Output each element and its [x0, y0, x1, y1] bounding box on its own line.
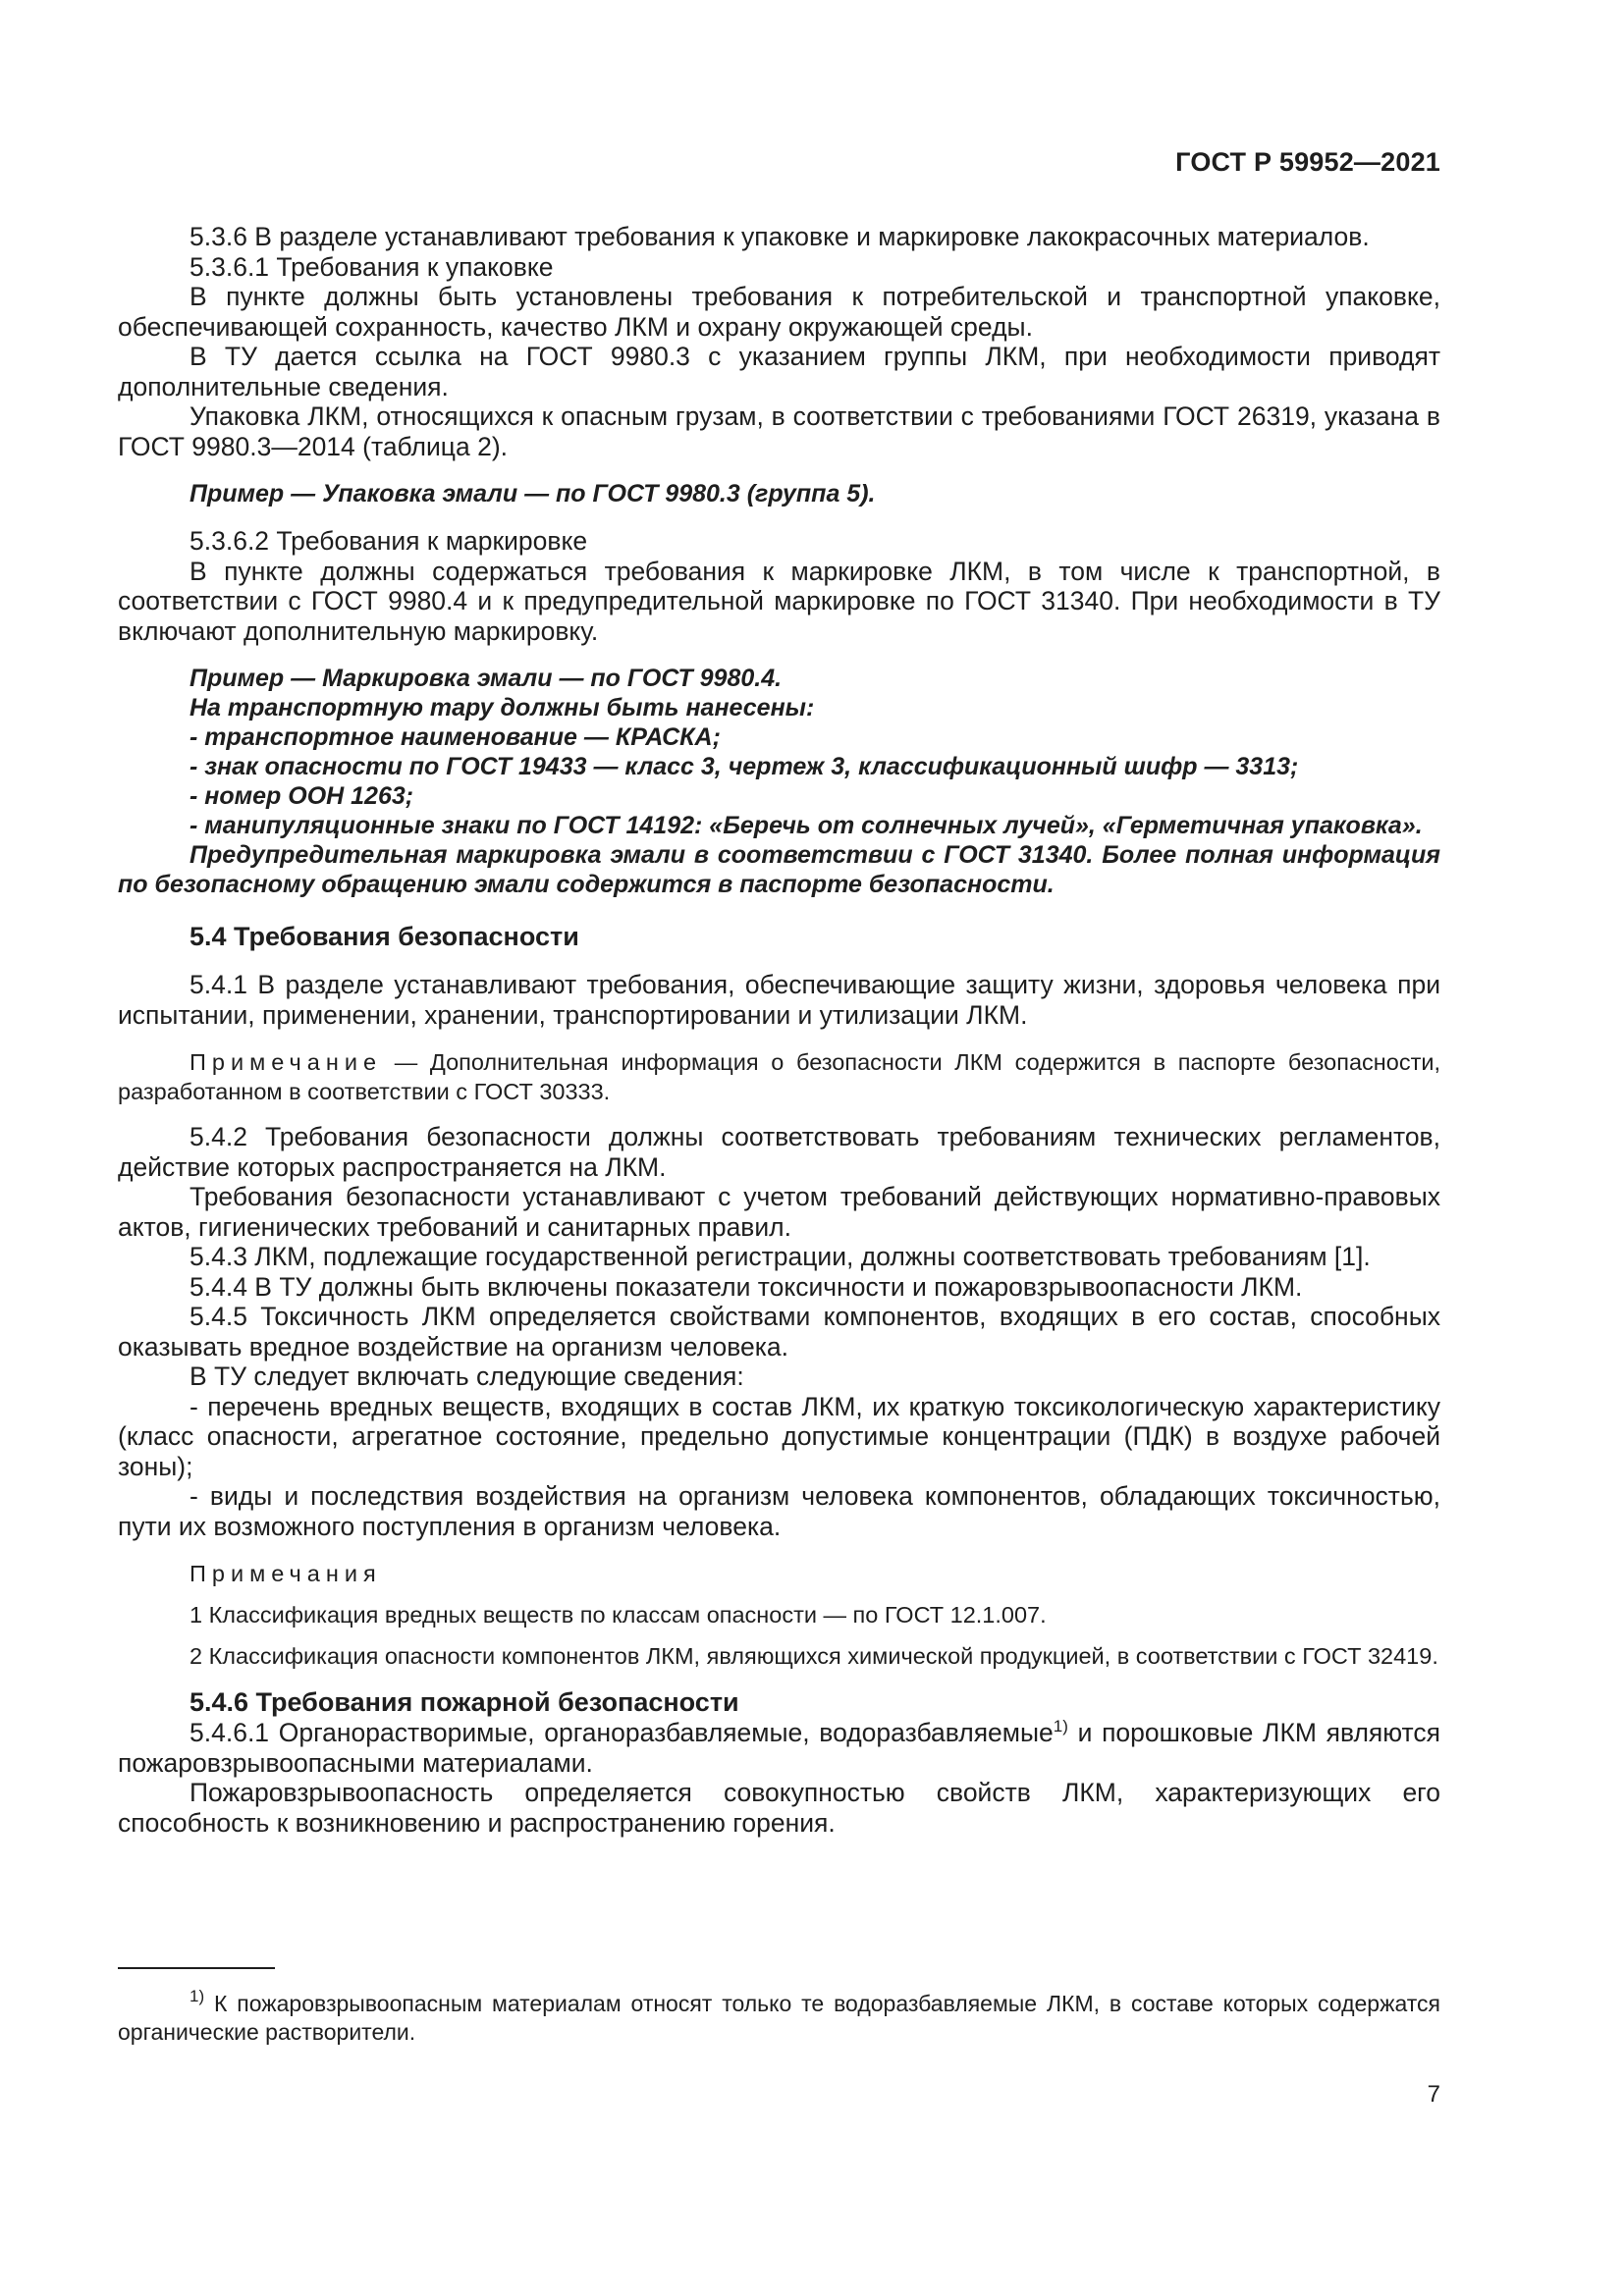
- note-item: 1 Классификация вредных веществ по классам опасности — по ГОСТ 12.1.007.: [189, 1602, 1047, 1628]
- footnote-text: К пожаровзрывоопасным материалам относят только те водоразбавляемые ЛКМ, в составе которых содержатся органические растворители.: [118, 1991, 1440, 2045]
- example-line: - знак опасности по ГОСТ 19433 — класс 3, чертеж 3, классификационный шифр — 3313;: [189, 753, 1299, 780]
- note-label: Примечание: [189, 1049, 383, 1075]
- section-heading-5-4: 5.4 Требования безопасности: [189, 922, 579, 951]
- example-packaging: Пример — Упаковка эмали — по ГОСТ 9980.3 (группа 5).: [189, 480, 876, 507]
- footnote-reference: 1): [1053, 1717, 1068, 1735]
- paragraph-5-3-6: 5.3.6 В разделе устанавливают требования к упаковке и маркировке лакокрасочных материалов.: [189, 222, 1370, 251]
- notes-label: Примечания: [189, 1561, 382, 1586]
- paragraph: В пункте должны быть установлены требования к потребительской и транспортной упаковке, обеспечивающей сохранность, качество ЛКМ и охрану окружающей среды.: [118, 282, 1440, 342]
- example-line: Предупредительная маркировка эмали в соответствии с ГОСТ 31340. Более полная информация по безопасному обращению эмали содержится в паспорте безопасности.: [118, 841, 1440, 898]
- section-heading-5-4-6: 5.4.6 Требования пожарной безопасности: [189, 1687, 739, 1717]
- example-line: - манипуляционные знаки по ГОСТ 14192: «Беречь от солнечных лучей», «Герметичная упаковка».: [189, 812, 1423, 839]
- paragraph-5-4-2: 5.4.2 Требования безопасности должны соответствовать требованиям технических регламентов, действие которых распространяется на ЛКМ.: [118, 1122, 1440, 1182]
- paragraph: Требования безопасности устанавливают с учетом требований действующих нормативно-правовых актов, гигиенических требований и санитарных правил.: [118, 1182, 1440, 1242]
- note-text: — Дополнительная информация о безопасности ЛКМ содержится в паспорте безопасности, разработанном в соответствии с ГОСТ 30333.: [118, 1049, 1440, 1104]
- example-line: - транспортное наименование — КРАСКА;: [189, 723, 721, 751]
- paragraph-5-4-4: 5.4.4 В ТУ должны быть включены показатели токсичности и пожаровзрывоопасности ЛКМ.: [189, 1271, 1303, 1302]
- example-line: Пример — Маркировка эмали — по ГОСТ 9980.4.: [189, 665, 783, 692]
- paragraph-5-4-3: 5.4.3 ЛКМ, подлежащие государственной регистрации, должны соответствовать требованиям [1].: [189, 1242, 1371, 1271]
- page-number: 7: [1427, 2081, 1440, 2108]
- document-body: [118, 222, 1440, 1838]
- paragraph-5-3-6-1-title: 5.3.6.1 Требования к упаковке: [189, 251, 554, 282]
- list-item: - виды и последствия воздействия на организм человека компонентов, обладающих токсичностью, пути их возможного поступления в организм человека.: [118, 1481, 1440, 1541]
- paragraph: Упаковка ЛКМ, относящихся к опасным грузам, в соответствии с требованиями ГОСТ 26319, указана в ГОСТ 9980.3—2014 (таблица 2).: [118, 401, 1440, 461]
- document-header: ГОСТ Р 59952—2021: [1175, 147, 1440, 177]
- example-line: - номер ООН 1263;: [189, 782, 414, 810]
- example-line: На транспортную тару должны быть нанесены:: [189, 694, 815, 721]
- footnote: [118, 1987, 1440, 2047]
- paragraph: В ТУ следует включать следующие сведения:: [189, 1362, 744, 1391]
- footnote-marker: 1): [189, 1987, 205, 2005]
- paragraph: В ТУ дается ссылка на ГОСТ 9980.3 с указанием группы ЛКМ, при необходимости приводят дополнительные сведения.: [118, 342, 1440, 401]
- example-marking: [118, 664, 1440, 899]
- paragraph-5-3-6-2-title: 5.3.6.2 Требования к маркировке: [189, 526, 588, 556]
- note-item: 2 Классификация опасности компонентов ЛКМ, являющихся химической продукцией, в соответствии с ГОСТ 32419.: [189, 1643, 1438, 1669]
- paragraph-5-4-6-1: 5.4.6.1 Органорастворимые, органоразбавляемые, водоразбавляемые$^{1)}$ и порошковые ЛКМ являются пожаровзрывоопасными материалами.: [118, 1717, 1440, 1778]
- note: [118, 1047, 1440, 1106]
- paragraph-5-4-1: 5.4.1 В разделе устанавливают требования, обеспечивающие защиту жизни, здоровья человека при испытании, применении, хранении, транспортировании и утилизации ЛКМ.: [118, 970, 1440, 1030]
- footnote-divider: [118, 1967, 275, 1969]
- paragraph: Пожаровзрывоопасность определяется совокупностью свойств ЛКМ, характеризующих его способность к возникновению и распространению горения.: [118, 1778, 1440, 1838]
- paragraph-5-4-5: 5.4.5 Токсичность ЛКМ определяется свойствами компонентов, входящих в его состав, способных оказывать вредное воздействие на организм человека.: [118, 1302, 1440, 1362]
- list-item: - перечень вредных веществ, входящих в состав ЛКМ, их краткую токсикологическую характеристику (класс опасности, агрегатное состояние, предельно допустимые концентрации (ПДК) в воздухе рабочей зоны);: [118, 1391, 1440, 1481]
- paragraph: В пункте должны содержаться требования к маркировке ЛКМ, в том числе к транспортной, в соответствии с ГОСТ 9980.4 и к предупредительной маркировке по ГОСТ 31340. При необходимости в ТУ включают дополнительную маркировку.: [118, 556, 1440, 646]
